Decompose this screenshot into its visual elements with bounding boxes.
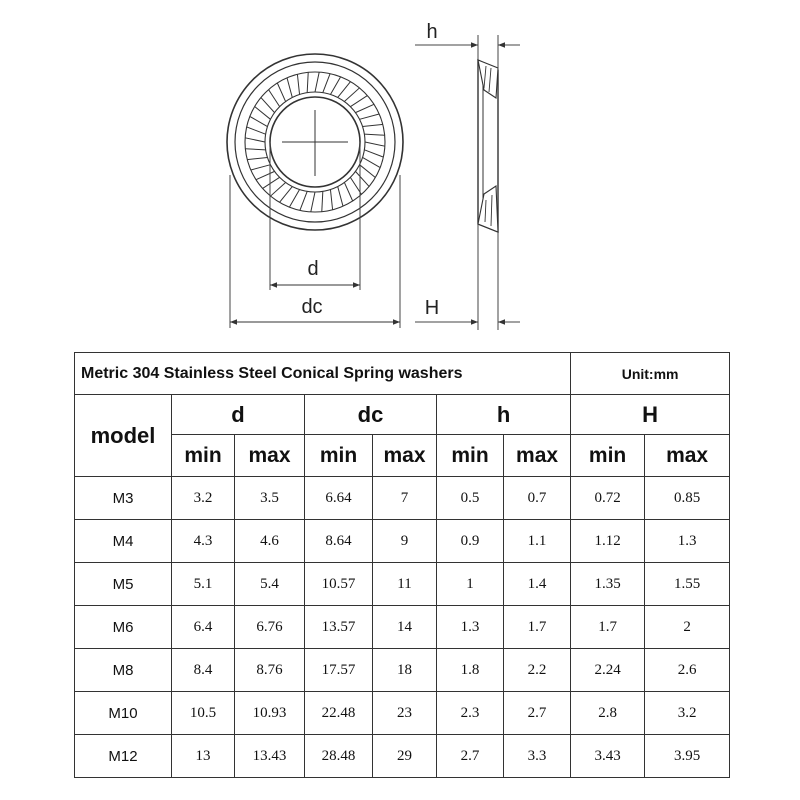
value-cell: 1.12 bbox=[571, 520, 645, 563]
serration-tooth bbox=[360, 165, 376, 178]
serration-tooth bbox=[256, 171, 275, 179]
serration-tooth bbox=[277, 83, 285, 102]
serration-tooth bbox=[330, 77, 340, 95]
serration-tooth bbox=[269, 90, 280, 107]
washer-side-view bbox=[478, 60, 498, 232]
sub-header-H-min: min bbox=[571, 435, 645, 477]
serration-tooth bbox=[355, 171, 369, 186]
spec-table bbox=[74, 352, 730, 778]
serration-tooth bbox=[344, 88, 359, 102]
value-cell: 3.43 bbox=[571, 735, 645, 778]
value-cell: 11 bbox=[373, 563, 437, 606]
table-row bbox=[75, 735, 730, 778]
label-d: d bbox=[307, 258, 319, 280]
table-row bbox=[75, 606, 730, 649]
serration-tooth bbox=[261, 98, 275, 113]
title-row bbox=[75, 353, 730, 395]
dimension-d bbox=[270, 258, 360, 285]
value-cell: 2.6 bbox=[645, 649, 730, 692]
table-row bbox=[75, 692, 730, 735]
label-dc: dc bbox=[301, 296, 323, 318]
serration-tooth bbox=[338, 82, 351, 98]
value-cell: 1.1 bbox=[504, 520, 571, 563]
serration-tooth bbox=[245, 149, 265, 150]
value-cell: 0.9 bbox=[437, 520, 504, 563]
group-header-row bbox=[75, 395, 730, 435]
serration-tooth bbox=[271, 182, 286, 196]
table-row bbox=[75, 520, 730, 563]
serration-tooth bbox=[307, 72, 308, 92]
table-title: Metric 304 Stainless Steel Conical Spring washers bbox=[75, 353, 571, 395]
value-cell: 13.57 bbox=[305, 606, 373, 649]
value-cell: 3.2 bbox=[645, 692, 730, 735]
serration-tooth bbox=[364, 134, 384, 135]
label-H: H bbox=[424, 297, 440, 319]
serration-tooth bbox=[363, 124, 383, 126]
value-cell: 7 bbox=[373, 477, 437, 520]
serration-tooth bbox=[364, 150, 383, 157]
value-cell: 29 bbox=[373, 735, 437, 778]
sub-header-d-max: max bbox=[235, 435, 305, 477]
serration-tooth bbox=[263, 177, 280, 188]
value-cell: 10.57 bbox=[305, 563, 373, 606]
dimension-dc bbox=[230, 296, 400, 322]
value-cell: 2.24 bbox=[571, 649, 645, 692]
value-cell: 10.93 bbox=[235, 692, 305, 735]
model-cell: M12 bbox=[75, 735, 172, 778]
value-cell: 4.3 bbox=[172, 520, 235, 563]
model-cell: M3 bbox=[75, 477, 172, 520]
value-cell: 6.4 bbox=[172, 606, 235, 649]
value-cell: 8.76 bbox=[235, 649, 305, 692]
sub-header-d-min: min bbox=[172, 435, 235, 477]
model-cell: M5 bbox=[75, 563, 172, 606]
group-header-H: H bbox=[571, 395, 730, 435]
serration-tooth bbox=[247, 127, 266, 134]
value-cell: 18 bbox=[373, 649, 437, 692]
model-cell: M6 bbox=[75, 606, 172, 649]
serration-tooth bbox=[330, 190, 332, 210]
washer-drawing bbox=[0, 0, 800, 345]
value-cell: 1.3 bbox=[437, 606, 504, 649]
serration-tooth bbox=[255, 107, 271, 120]
value-cell: 8.4 bbox=[172, 649, 235, 692]
table-row bbox=[75, 649, 730, 692]
value-cell: 17.57 bbox=[305, 649, 373, 692]
value-cell: 3.2 bbox=[172, 477, 235, 520]
value-cell: 5.1 bbox=[172, 563, 235, 606]
serration-tooth bbox=[315, 72, 319, 92]
value-cell: 22.48 bbox=[305, 692, 373, 735]
value-cell: 3.3 bbox=[504, 735, 571, 778]
sub-header-dc-min: min bbox=[305, 435, 373, 477]
serration-tooth bbox=[287, 78, 292, 98]
value-cell: 1.3 bbox=[645, 520, 730, 563]
value-cell: 14 bbox=[373, 606, 437, 649]
value-cell: 6.76 bbox=[235, 606, 305, 649]
model-cell: M10 bbox=[75, 692, 172, 735]
table-row bbox=[75, 563, 730, 606]
serration-tooth bbox=[280, 187, 293, 203]
serration-tooth bbox=[250, 116, 268, 126]
serration-tooth bbox=[251, 165, 271, 170]
model-cell: M4 bbox=[75, 520, 172, 563]
serration-tooth bbox=[322, 191, 323, 211]
group-header-dc: dc bbox=[305, 395, 437, 435]
value-cell: 23 bbox=[373, 692, 437, 735]
sub-header-row bbox=[75, 435, 730, 477]
sub-header-h-min: min bbox=[437, 435, 504, 477]
value-cell: 1.4 bbox=[504, 563, 571, 606]
value-cell: 10.5 bbox=[172, 692, 235, 735]
model-header: model bbox=[75, 395, 172, 477]
value-cell: 1.7 bbox=[571, 606, 645, 649]
value-cell: 0.7 bbox=[504, 477, 571, 520]
value-cell: 2.7 bbox=[437, 735, 504, 778]
value-cell: 1.7 bbox=[504, 606, 571, 649]
value-cell: 2.3 bbox=[437, 692, 504, 735]
value-cell: 2.2 bbox=[504, 649, 571, 692]
value-cell: 2 bbox=[645, 606, 730, 649]
value-cell: 1.8 bbox=[437, 649, 504, 692]
unit-label: Unit:mm bbox=[571, 353, 730, 395]
serration-tooth bbox=[350, 96, 367, 107]
value-cell: 4.6 bbox=[235, 520, 305, 563]
value-cell: 0.5 bbox=[437, 477, 504, 520]
serration-tooth bbox=[245, 138, 265, 142]
serration-tooth bbox=[355, 104, 374, 112]
serration-tooth bbox=[338, 187, 343, 207]
serration-tooth bbox=[344, 182, 352, 201]
value-cell: 8.64 bbox=[305, 520, 373, 563]
value-cell: 13 bbox=[172, 735, 235, 778]
serration-tooth bbox=[360, 114, 380, 119]
value-cell: 5.4 bbox=[235, 563, 305, 606]
value-cell: 28.48 bbox=[305, 735, 373, 778]
sub-header-h-max: max bbox=[504, 435, 571, 477]
value-cell: 13.43 bbox=[235, 735, 305, 778]
serration-tooth bbox=[297, 74, 299, 94]
value-cell: 2.7 bbox=[504, 692, 571, 735]
value-cell: 0.85 bbox=[645, 477, 730, 520]
value-cell: 6.64 bbox=[305, 477, 373, 520]
serration-tooth bbox=[363, 157, 381, 167]
washer-front-view bbox=[227, 54, 403, 230]
serration-tooth bbox=[323, 74, 330, 93]
value-cell: 1.35 bbox=[571, 563, 645, 606]
serration-tooth bbox=[311, 192, 315, 212]
label-h: h bbox=[426, 21, 438, 43]
value-cell: 1.55 bbox=[645, 563, 730, 606]
value-cell: 9 bbox=[373, 520, 437, 563]
value-cell: 3.5 bbox=[235, 477, 305, 520]
model-cell: M8 bbox=[75, 649, 172, 692]
serration-tooth bbox=[289, 190, 299, 208]
value-cell: 2.8 bbox=[571, 692, 645, 735]
sub-header-dc-max: max bbox=[373, 435, 437, 477]
group-header-d: d bbox=[172, 395, 305, 435]
table-row bbox=[75, 477, 730, 520]
value-cell: 0.72 bbox=[571, 477, 645, 520]
group-header-h: h bbox=[437, 395, 571, 435]
value-cell: 1 bbox=[437, 563, 504, 606]
serration-tooth bbox=[365, 142, 385, 146]
serration-tooth bbox=[247, 157, 267, 159]
value-cell: 3.95 bbox=[645, 735, 730, 778]
serration-tooth bbox=[300, 191, 307, 210]
sub-header-H-max: max bbox=[645, 435, 730, 477]
